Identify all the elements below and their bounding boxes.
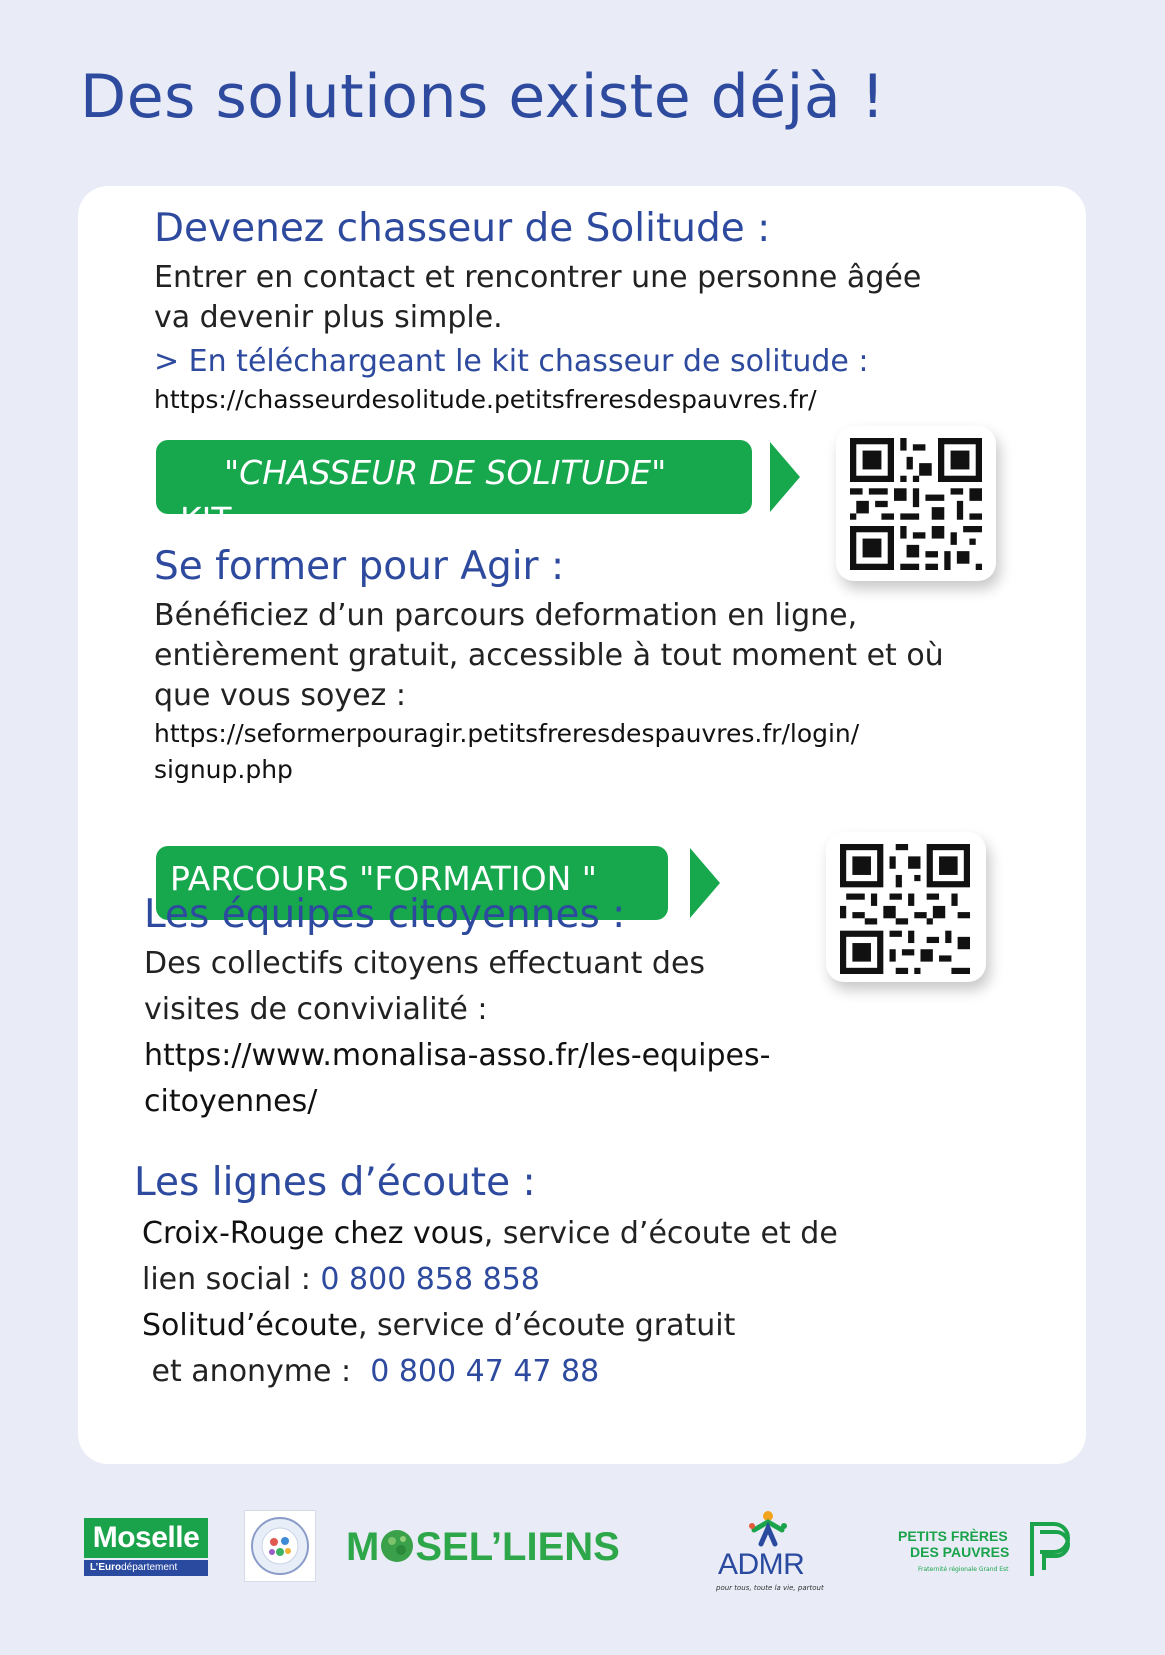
admr-logo-text: ADMR [718, 1548, 805, 1581]
kit-chasseur-button-label: "CHASSEUR DE SOLITUDE" [224, 453, 667, 492]
moselle-logo-subtext: L’Eurodépartement [84, 1560, 208, 1576]
section-text-line: Des collectifs citoyens effectuant des [144, 946, 706, 981]
section-text-line: que vous soyez : [154, 678, 406, 713]
chasseur-url-link[interactable]: https://chasseurdesolitude.petitsfreresdespauvres.fr/ [154, 385, 817, 414]
section-text-line: va devenir plus simple. [154, 300, 503, 335]
section-heading-ecoute: Les lignes d’écoute : [134, 1160, 536, 1205]
section-text-line: Bénéficiez d’un parcours deformation en ligne, [154, 598, 858, 633]
petits-freres-logo [898, 1518, 1088, 1580]
ecoute-line-text: , service d’écoute et de [483, 1216, 838, 1251]
section-heading-former: Se former pour Agir : [154, 544, 565, 589]
arrow-right-icon [690, 848, 720, 918]
kit-download-link-text[interactable]: > En téléchargeant le kit chasseur de solitude : [154, 344, 869, 379]
parcours-formation-button-label: PARCOURS "FORMATION " [170, 859, 597, 898]
section-heading-chasseur: Devenez chasseur de Solitude : [154, 206, 771, 251]
kit-chasseur-button[interactable] [156, 440, 752, 539]
qr-code-icon [840, 844, 970, 974]
admr-figures-icon [714, 1508, 824, 1552]
section-text-line: Entrer en contact et rencontrer une personne âgée [154, 260, 922, 295]
mosel-liens-globe-icon [379, 1528, 415, 1564]
section-heading-equipes: Les équipes citoyennes : [144, 892, 626, 937]
kit-chasseur-button-overflow-text: KIT [180, 500, 232, 539]
croix-rouge-phone-link[interactable]: 0 800 858 858 [320, 1262, 540, 1297]
equipes-url-link-cont[interactable]: citoyennes/ [144, 1084, 318, 1119]
mosel-liens-logo-text-b: SEL’LIENS [415, 1525, 620, 1569]
moselle-logo [84, 1518, 208, 1578]
ecoute-line [142, 1214, 838, 1254]
admr-logo [714, 1508, 824, 1598]
ecoute-line [142, 1260, 540, 1300]
arrow-right-icon [770, 442, 800, 512]
ecoute-line-text: , service d’écoute gratuit [357, 1308, 736, 1343]
qr-code-icon [850, 438, 982, 570]
equipes-url-link[interactable]: https://www.monalisa-asso.fr/les-equipes- [144, 1038, 771, 1073]
ecoute-line-text: et anonyme : [142, 1354, 371, 1389]
mosel-liens-logo [346, 1522, 646, 1572]
formation-url-link-cont[interactable]: signup.php [154, 755, 293, 784]
page-title: Des solutions existe déjà ! [80, 62, 886, 132]
ecoute-line [142, 1306, 735, 1346]
content-card [78, 186, 1086, 1464]
formation-url-link[interactable]: https://seformerpouragir.petitsfreresdespauvres.fr/login/ [154, 719, 860, 748]
solitudecoute-name: Solitud’écoute [142, 1308, 358, 1343]
admr-tagline: pour tous, toute la vie, partout [716, 1584, 824, 1592]
pfp-logo-line2: DES PAUVRES [910, 1544, 1010, 1560]
solitudecoute-phone-link[interactable]: 0 800 47 47 88 [370, 1354, 600, 1389]
moselle-logo-text: Moselle [84, 1518, 208, 1558]
section-text-line: visites de convivialité : [144, 992, 488, 1027]
partner-logos [0, 1500, 1165, 1610]
ecoute-line [142, 1352, 599, 1392]
qr-code-chasseur[interactable] [836, 426, 996, 581]
pfp-monogram-icon [1026, 1518, 1080, 1580]
croix-rouge-name: Croix-Rouge chez vous [142, 1216, 484, 1251]
badge-emblem-icon [245, 1511, 315, 1581]
pfp-logo-line1: PETITS FRÈRES [898, 1528, 1008, 1544]
qr-code-formation[interactable] [826, 832, 986, 982]
section-text-line: entièrement gratuit, accessible à tout moment et où [154, 638, 944, 673]
ecoute-line-text: lien social : [142, 1262, 321, 1297]
mosel-liens-logo-text-a: M [346, 1525, 380, 1569]
badge-logo [244, 1510, 316, 1582]
pfp-logo-line3: Fraternité régionale Grand Est [918, 1566, 1009, 1573]
